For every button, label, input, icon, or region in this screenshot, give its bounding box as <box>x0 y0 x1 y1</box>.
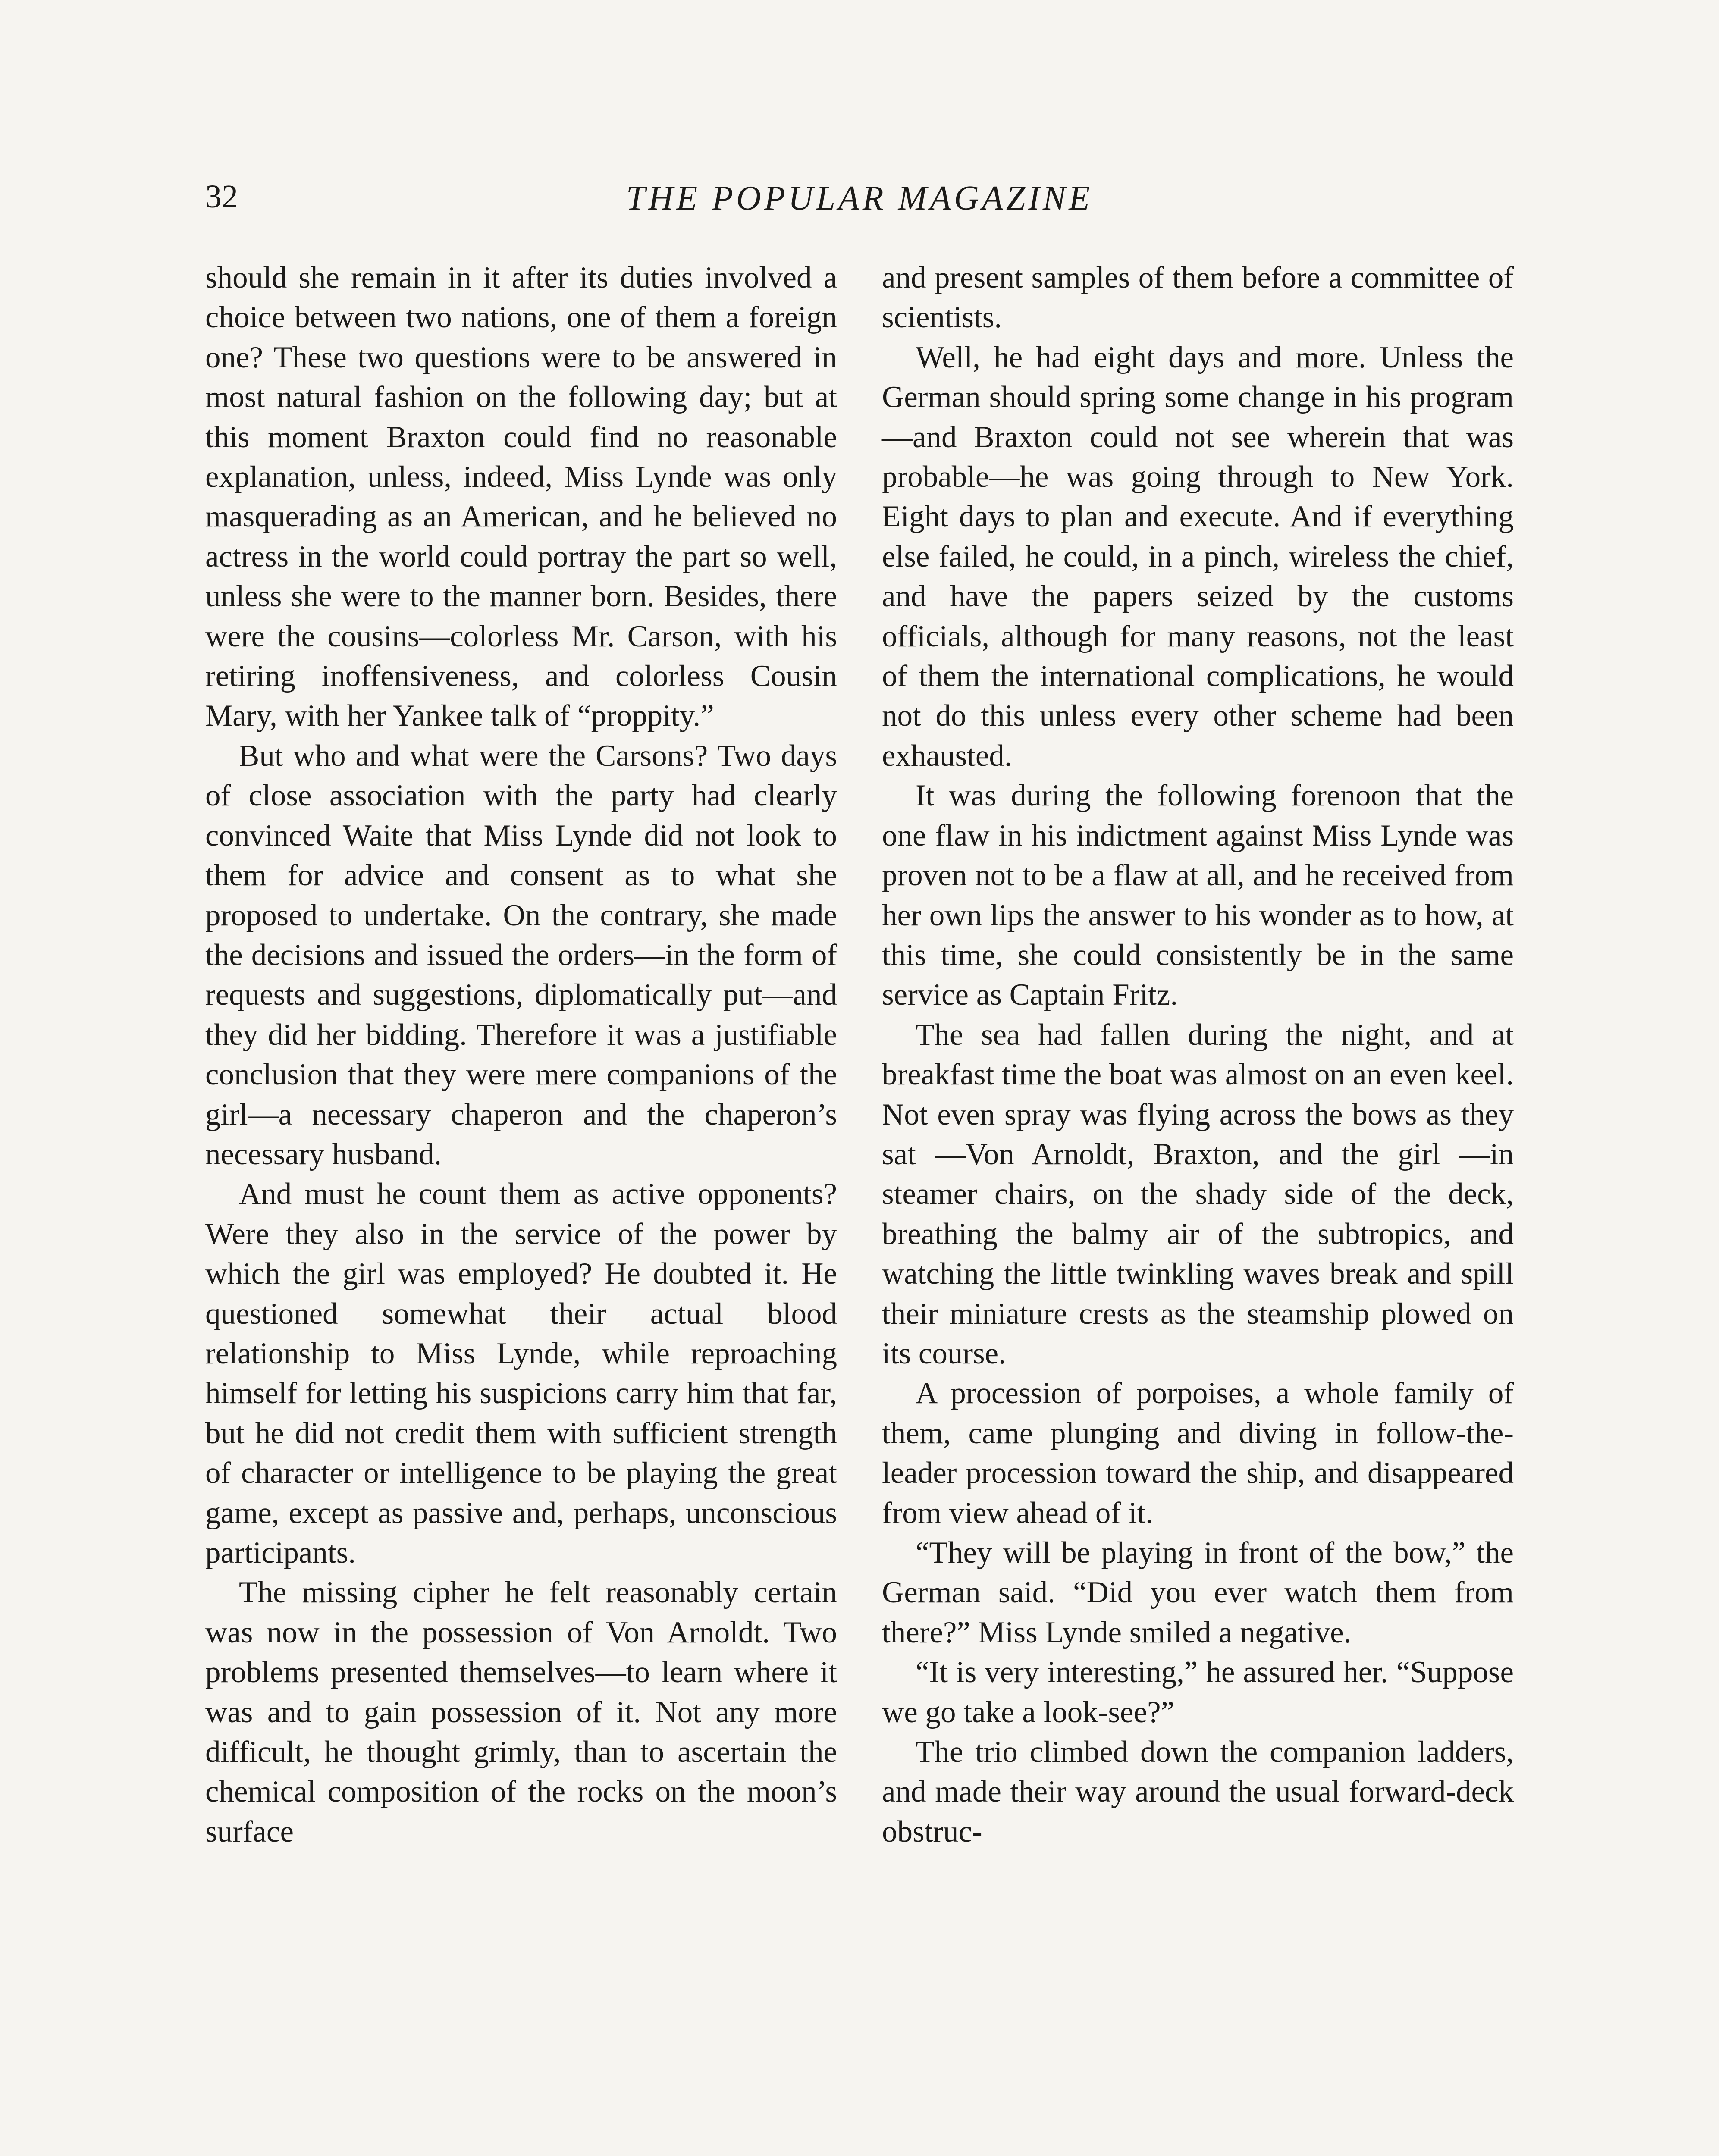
paragraph: “It is very interesting,” he assured her. “Suppose we go take a look-see?” <box>882 1655 1514 1729</box>
running-head: THE POPULAR MAGAZINE <box>626 179 1093 217</box>
right-column <box>882 258 1514 1852</box>
paragraph: The missing cipher he felt reasonably certain was now in the possession of Von Arnoldt. Two problems presented themselves—to learn where it was and to gain possession of it. Not any more difficult, he thought grimly, than to ascertain the chemical composition of the rocks on the moon’s surface <box>205 1576 837 1849</box>
paragraph: should she remain in it after its duties involved a choice between two nations, one of them a foreign one? These two questions were to be answered in most natural fashion on the following day; but at this moment Braxton could find no reasonable explanation, unless, indeed, Miss Lynde was only masquerading as an American, and he believed no actress in the world could portray the part so well, unless she were to the manner born. Besides, there were the cousins—colorless Mr. Carson, with his retiring inoffensiveness, and colorless Cousin Mary, with her Yankee talk of “proppity.” <box>205 261 837 733</box>
paragraph: But who and what were the Carsons? Two days of close association with the party had clearly convinced Waite that Miss Lynde did not look to them for advice and consent as to what she proposed to undertake. On the contrary, she made the decisions and issued the orders—in the form of requests and suggestions, diplomatically put—and they did her bidding. Therefore it was a justifiable conclusion that they were mere companions of the girl—a necessary chaperon and the chaperon’s necessary husband. <box>205 739 837 1171</box>
paragraph: The trio climbed down the companion ladders, and made their way around the usual forward-deck obstruc- <box>882 1735 1514 1849</box>
page-number: 32 <box>205 179 238 215</box>
paragraph: “They will be playing in front of the bow,” the German said. “Did you ever watch them from there?” Miss Lynde smiled a negative. <box>882 1536 1514 1649</box>
paragraph: It was during the following forenoon that the one flaw in his indictment against Miss Lynde was proven not to be a flaw at all, and he received from her own lips the answer to his wonder as to how, at this time, she could consistently be in the same service as Captain Fritz. <box>882 779 1514 1012</box>
paragraph: The sea had fallen during the night, and at breakfast time the boat was almost on an even keel. Not even spray was flying across the bows as they sat —Von Arnoldt, Braxton, and the girl —in steamer chairs, on the shady side of the deck, breathing the balmy air of the subtropics, and watching the little twinkling waves break and spill their miniature crests as the steamship plowed on its course. <box>882 1018 1514 1370</box>
paragraph: and present samples of them before a committee of scientists. <box>882 261 1514 335</box>
left-column <box>205 258 837 1852</box>
paragraph: Well, he had eight days and more. Unless the German should spring some change in his program—and Braxton could not see wherein that was probable—he was going through to New York. Eight days to plan and execute. And if everything else failed, he could, in a pinch, wireless the chief, and have the papers seized by the customs officials, although for many reasons, not the least of them the international complications, he would not do this unless every other scheme had been exhausted. <box>882 340 1514 773</box>
paragraph: A procession of porpoises, a whole family of them, came plunging and diving in follow-the-leader procession toward the ship, and disappeared from view ahead of it. <box>882 1376 1514 1530</box>
paragraph: And must he count them as active opponents? Were they also in the service of the power by which the girl was employed? He doubted it. He questioned somewhat their actual blood relationship to Miss Lynde, while reproaching himself for letting his suspicions carry him that far, but he did not credit them with sufficient strength of character or intelligence to be playing the great game, except as passive and, perhaps, unconscious participants. <box>205 1177 837 1570</box>
